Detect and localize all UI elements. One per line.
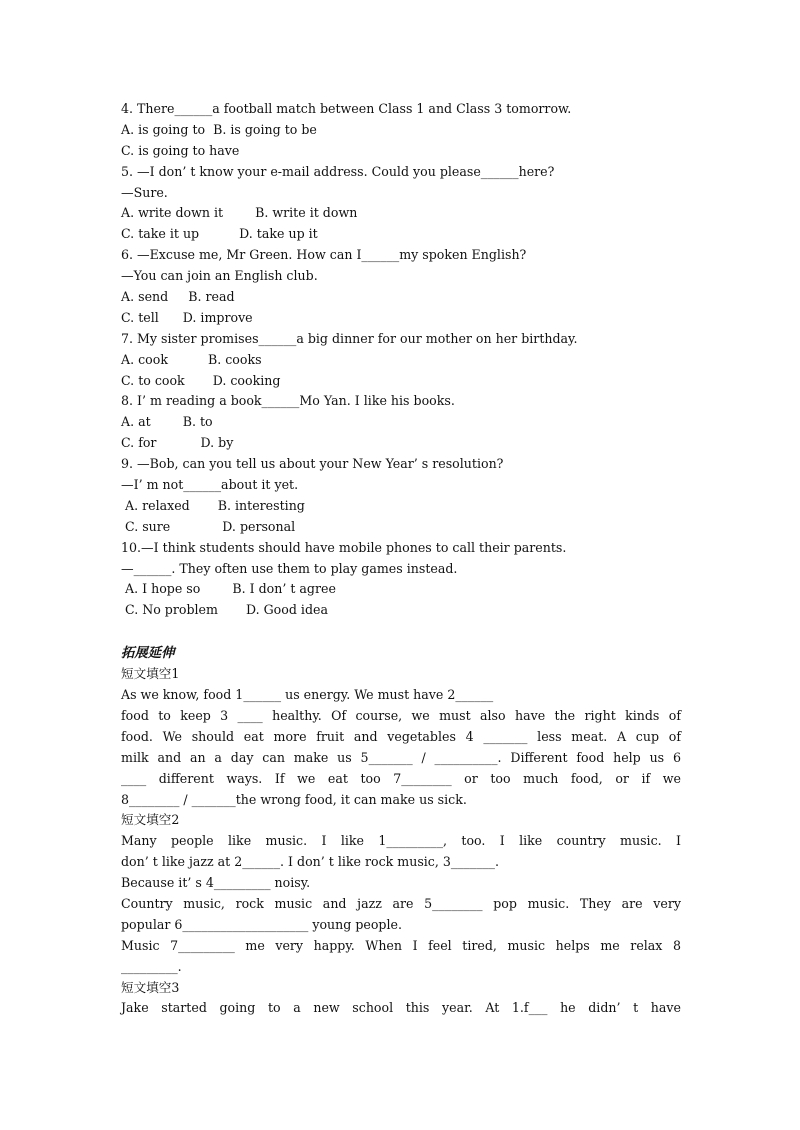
passage-3-title: 短文填空3 [121, 979, 180, 995]
question-6-options-cd: C. tell D. improve [121, 309, 253, 325]
question-8-options-ab: A. at B. to [121, 414, 213, 430]
question-4-option-c: C. is going to have [121, 142, 240, 158]
section-spacer [121, 621, 681, 643]
question-5-options-cd: C. take it up D. take up it [121, 226, 318, 242]
question-10-options-ab: A. I hope so B. I don’ t agree [121, 581, 336, 597]
passage-1-title: 短文填空1 [121, 666, 180, 682]
multiple-choice-section [121, 99, 681, 621]
passage-1-line: As we know, food 1______ us energy. We must have 2______ [121, 687, 494, 703]
worksheet-page [121, 99, 681, 1019]
question-6-options-ab: A. send B. read [121, 289, 235, 305]
passage-2-line: Many people like music. I like 1_________, too. I like country music. I [121, 833, 681, 849]
question-7-options-cd: C. to cook D. cooking [121, 372, 281, 388]
question-4: 4. There______a football match between Class 1 and Class 3 tomorrow. [121, 101, 572, 116]
passage-2-line: _________. [121, 958, 182, 974]
passage-1-line: ____ different ways. If we eat too 7________ or too much food, or if we [121, 770, 681, 786]
passage-2 [121, 810, 681, 977]
question-7: 7. My sister promises______a big dinner for our mother on her birthday. [121, 330, 578, 346]
passage-2-line: popular 6____________________ young people. [121, 916, 402, 932]
question-7-options-ab: A. cook B. cooks [121, 351, 262, 367]
section-heading: 拓展延伸 [121, 645, 175, 662]
passage-2-line: don’ t like jazz at 2______. I don’ t like rock music, 3_______. [121, 854, 499, 870]
passage-3 [121, 978, 681, 1020]
question-6-reply: —You can join an English club. [121, 268, 318, 284]
question-5-options-ab: A. write down it B. write it down [121, 205, 358, 221]
passage-2-line: Because it’ s 4_________ noisy. [121, 875, 311, 891]
question-9: 9. —Bob, can you tell us about your New Year’ s resolution? [121, 456, 504, 472]
question-9-options-ab: A. relaxed B. interesting [121, 497, 305, 513]
passage-2-line: Music 7_________ me very happy. When I feel tired, music helps me relax 8 [121, 937, 681, 953]
passage-1-line: milk and an a day can make us 5_______ / __________. Different food help us 6 [121, 749, 681, 765]
passage-1 [121, 664, 681, 810]
passage-1-line: food to keep 3 ____ healthy. Of course, we must also have the right kinds of [121, 707, 681, 723]
passage-1-line: 8________ / _______the wrong food, it can make us sick. [121, 791, 467, 807]
question-5-reply: —Sure. [121, 184, 168, 200]
question-9-reply: —I’ m not______about it yet. [121, 477, 299, 493]
question-4-options-ab: A. is going to B. is going to be [121, 121, 317, 137]
question-8: 8. I’ m reading a book______Mo Yan. I like his books. [121, 393, 455, 409]
passage-3-line: Jake started going to a new school this year. At 1.f___ he didn’ t have [121, 1000, 681, 1016]
question-9-options-cd: C. sure D. personal [121, 518, 296, 534]
passage-2-line: Country music, rock music and jazz are 5________ pop music. They are very [121, 895, 681, 911]
question-6: 6. —Excuse me, Mr Green. How can I______my spoken English? [121, 247, 527, 263]
question-10-reply: —______. They often use them to play games instead. [121, 560, 458, 576]
question-10: 10.—I think students should have mobile phones to call their parents. [121, 539, 567, 555]
question-8-options-cd: C. for D. by [121, 435, 234, 451]
passage-1-line: food. We should eat more fruit and vegetables 4 _______ less meat. A cup of [121, 728, 681, 744]
passage-2-title: 短文填空2 [121, 812, 180, 828]
question-5: 5. —I don’ t know your e-mail address. Could you please______here? [121, 163, 555, 179]
question-10-options-cd: C. No problem D. Good idea [121, 602, 328, 618]
